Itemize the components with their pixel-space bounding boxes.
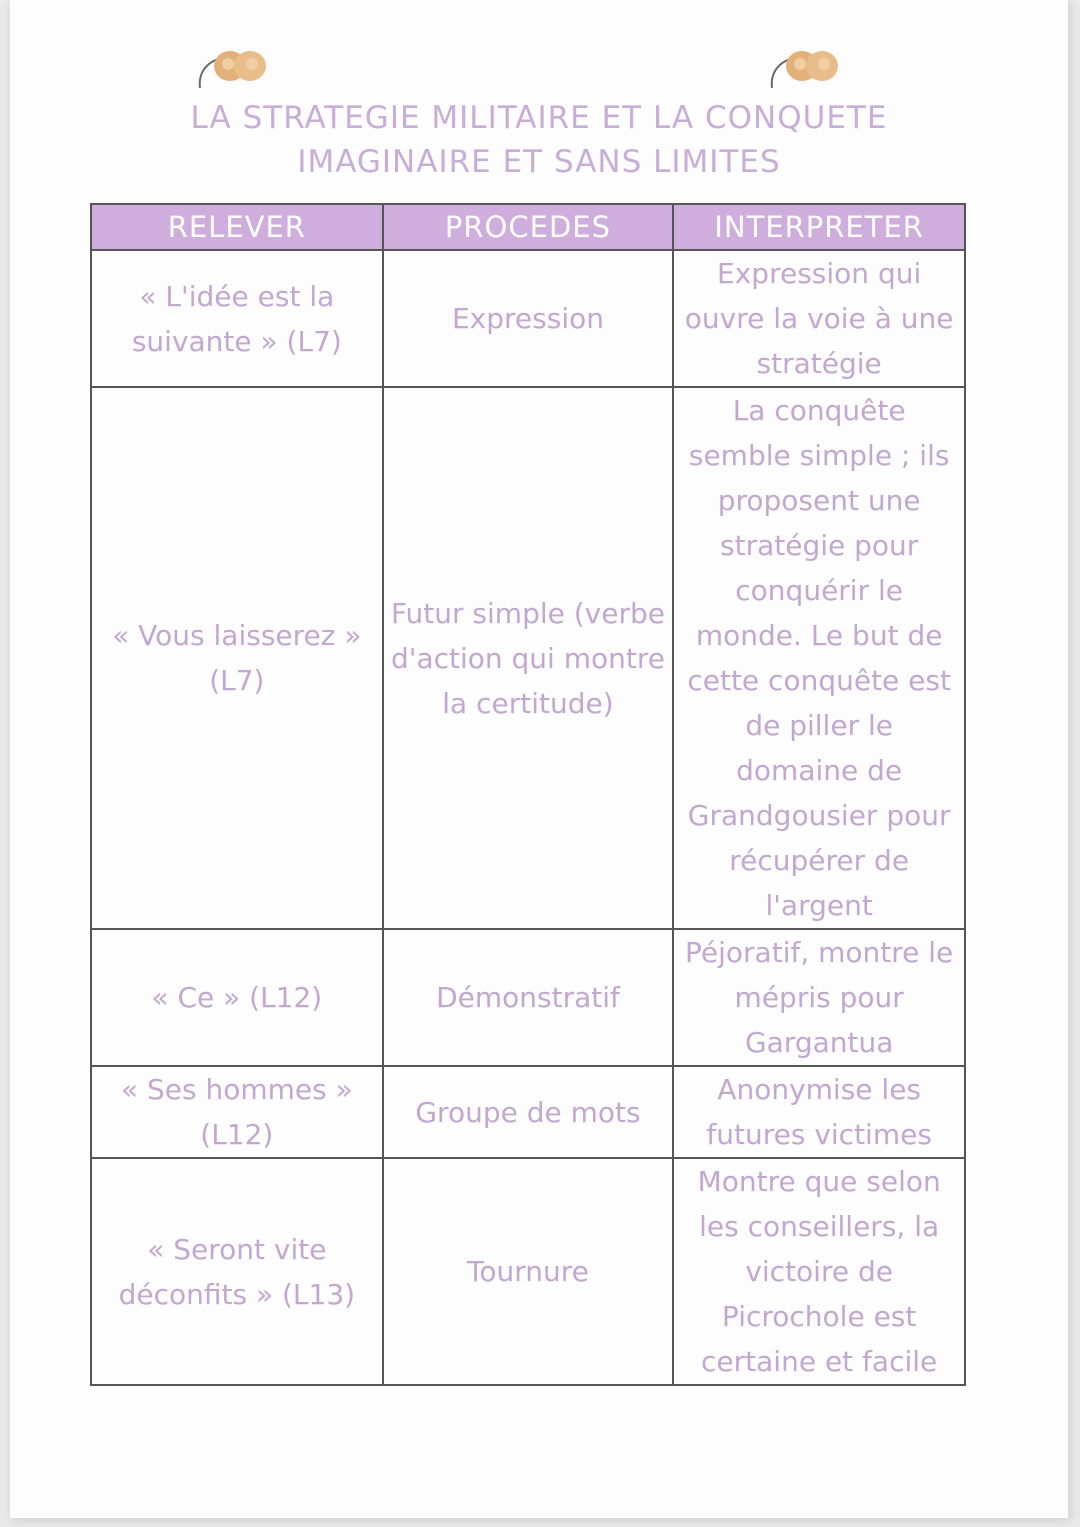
procedes-text: Tournure — [467, 1255, 589, 1288]
procedes-text: Futur simple (verbe d'action qui montre la certitude) — [390, 596, 665, 720]
interpreter-text: Montre que selon les conseillers, la victoire de Picrochole est certaine et facile — [697, 1165, 941, 1378]
page-title-line-2: IMAGINAIRE ET SANS LIMITES — [297, 144, 781, 180]
table-row — [91, 1066, 965, 1158]
table-row — [91, 1158, 965, 1385]
interpreter-text: Péjoratif, montre le mépris pour Gargantua — [685, 936, 954, 1059]
procedes-text: Groupe de mots — [415, 1095, 641, 1129]
interpreter-text: Anonymise les futures victimes — [706, 1073, 932, 1151]
cell-relever — [91, 387, 383, 929]
header-procedes: PROCEDES — [383, 204, 674, 250]
table-header-row — [91, 204, 965, 250]
cell-procedes — [383, 1066, 674, 1158]
relever-text: « Seront vite déconfits » (L13) — [118, 1232, 356, 1311]
binder-ring-right-icon — [762, 42, 842, 92]
cell-relever — [91, 250, 383, 387]
cell-relever — [91, 1066, 383, 1158]
binder-ring-left-icon — [190, 42, 270, 92]
procedes-text: Expression — [451, 302, 604, 335]
cell-relever — [91, 929, 383, 1066]
relever-text: « Vous laisserez » (L7) — [112, 619, 362, 697]
analysis-table — [90, 203, 966, 1386]
table-row — [91, 250, 965, 387]
cell-procedes — [383, 929, 674, 1066]
header-relever: RELEVER — [91, 204, 383, 250]
relever-text: « Ses hommes » (L12) — [120, 1073, 353, 1151]
cell-interpreter — [673, 387, 965, 929]
procedes-text: Démonstratif — [436, 981, 620, 1014]
relever-text: « Ce » (L12) — [151, 981, 323, 1014]
page-title-line-1: LA STRATEGIE MILITAIRE ET LA CONQUETE — [190, 100, 888, 136]
cell-procedes — [383, 387, 674, 929]
interpreter-text: Expression qui ouvre la voie à une stratégie — [684, 257, 954, 380]
table-row — [91, 387, 965, 929]
cell-relever — [91, 1158, 383, 1385]
header-interpreter: INTERPRETER — [673, 204, 965, 250]
cell-interpreter — [673, 1066, 965, 1158]
interpreter-text: La conquête semble simple ; ils proposent une stratégie pour conquérir le monde. Le but de cette conquête est de piller le domaine de Grandgousier pour récupérer de l'argent — [687, 394, 951, 922]
notebook-page — [10, 0, 1068, 1518]
cell-procedes — [383, 1158, 674, 1385]
cell-procedes — [383, 250, 674, 387]
cell-interpreter — [673, 250, 965, 387]
cell-interpreter — [673, 929, 965, 1066]
cell-interpreter — [673, 1158, 965, 1385]
table-row — [91, 929, 965, 1066]
relever-text: « L'idée est la suivante » (L7) — [131, 279, 342, 358]
